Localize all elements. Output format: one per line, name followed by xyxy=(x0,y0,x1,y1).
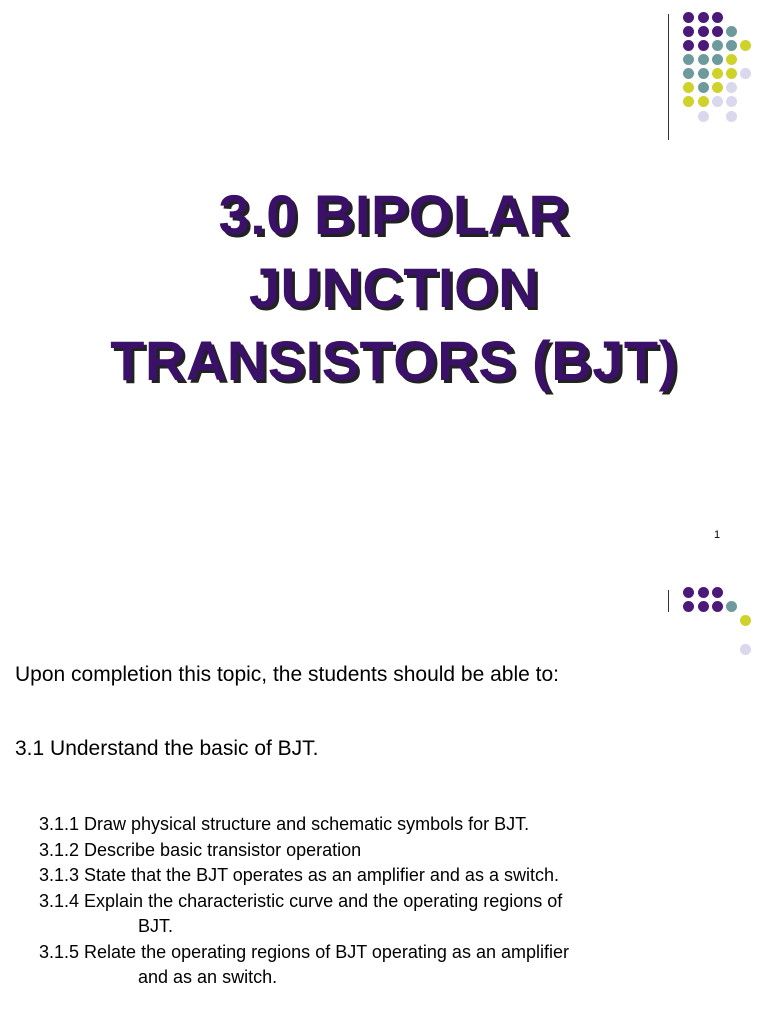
title-line-1: 3.0 BIPOLAR xyxy=(218,183,570,246)
decor-dot xyxy=(712,96,723,107)
decor-dot xyxy=(740,68,751,79)
slide-title xyxy=(20,178,768,397)
decor-dot xyxy=(712,54,723,65)
decor-dot xyxy=(726,96,737,107)
decor-dot xyxy=(683,12,694,23)
intro-text: Upon completion this topic, the students should be able to: xyxy=(15,663,560,686)
objective-list xyxy=(39,812,569,991)
decor-dot xyxy=(698,12,709,23)
decor-dot xyxy=(726,40,737,51)
decor-dot xyxy=(683,26,694,37)
decor-dot xyxy=(726,601,737,612)
decor-dot xyxy=(698,587,709,598)
list-item-continuation: BJT. xyxy=(138,916,174,936)
decor-dot xyxy=(683,54,694,65)
decor-dot xyxy=(698,26,709,37)
decor-dot xyxy=(683,96,694,107)
decor-dot xyxy=(740,615,751,626)
decor-dot xyxy=(712,587,723,598)
list-item-continuation: and as an switch. xyxy=(138,967,278,987)
decor-vertical-line xyxy=(668,14,669,140)
decor-dot xyxy=(726,111,737,122)
decor-dot xyxy=(698,111,709,122)
decor-dot xyxy=(712,601,723,612)
decor-dot xyxy=(712,68,723,79)
decor-dot xyxy=(726,26,737,37)
decor-dot xyxy=(683,68,694,79)
decor-dot xyxy=(683,40,694,51)
decor-dot xyxy=(712,40,723,51)
objective-heading: 3.1 Understand the basic of BJT. xyxy=(15,737,319,760)
decor-dot xyxy=(683,587,694,598)
decor-dot xyxy=(683,601,694,612)
decor-dot xyxy=(740,40,751,51)
decor-dot xyxy=(726,54,737,65)
decor-dot xyxy=(712,12,723,23)
decor-dot xyxy=(712,82,723,93)
decor-dot xyxy=(698,68,709,79)
decor-dot xyxy=(698,82,709,93)
decor-dot xyxy=(683,82,694,93)
decor-dot xyxy=(726,68,737,79)
list-item: 3.1.5 Relate the operating regions of BJT operating as an amplifier xyxy=(39,941,569,962)
list-item: 3.1.4 Explain the characteristic curve and the operating regions of xyxy=(39,890,563,911)
decor-dot xyxy=(712,26,723,37)
decor-dot xyxy=(740,644,751,655)
decor-dot xyxy=(698,40,709,51)
decor-vertical-line xyxy=(668,590,669,612)
title-line-2: JUNCTION xyxy=(248,256,540,319)
title-line-3: TRANSISTORS (BJT) xyxy=(110,329,678,392)
list-item: 3.1.3 State that the BJT operates as an amplifier and as a switch. xyxy=(39,865,559,885)
decor-dot xyxy=(698,96,709,107)
list-item: 3.1.2 Describe basic transistor operation xyxy=(39,839,362,860)
list-item: 3.1.1 Draw physical structure and schematic symbols for BJT. xyxy=(39,814,530,834)
slide-2 xyxy=(0,560,768,1024)
decor-dot xyxy=(698,54,709,65)
decor-dot xyxy=(726,82,737,93)
page-number: 1 xyxy=(714,529,721,541)
decor-dot xyxy=(698,601,709,612)
